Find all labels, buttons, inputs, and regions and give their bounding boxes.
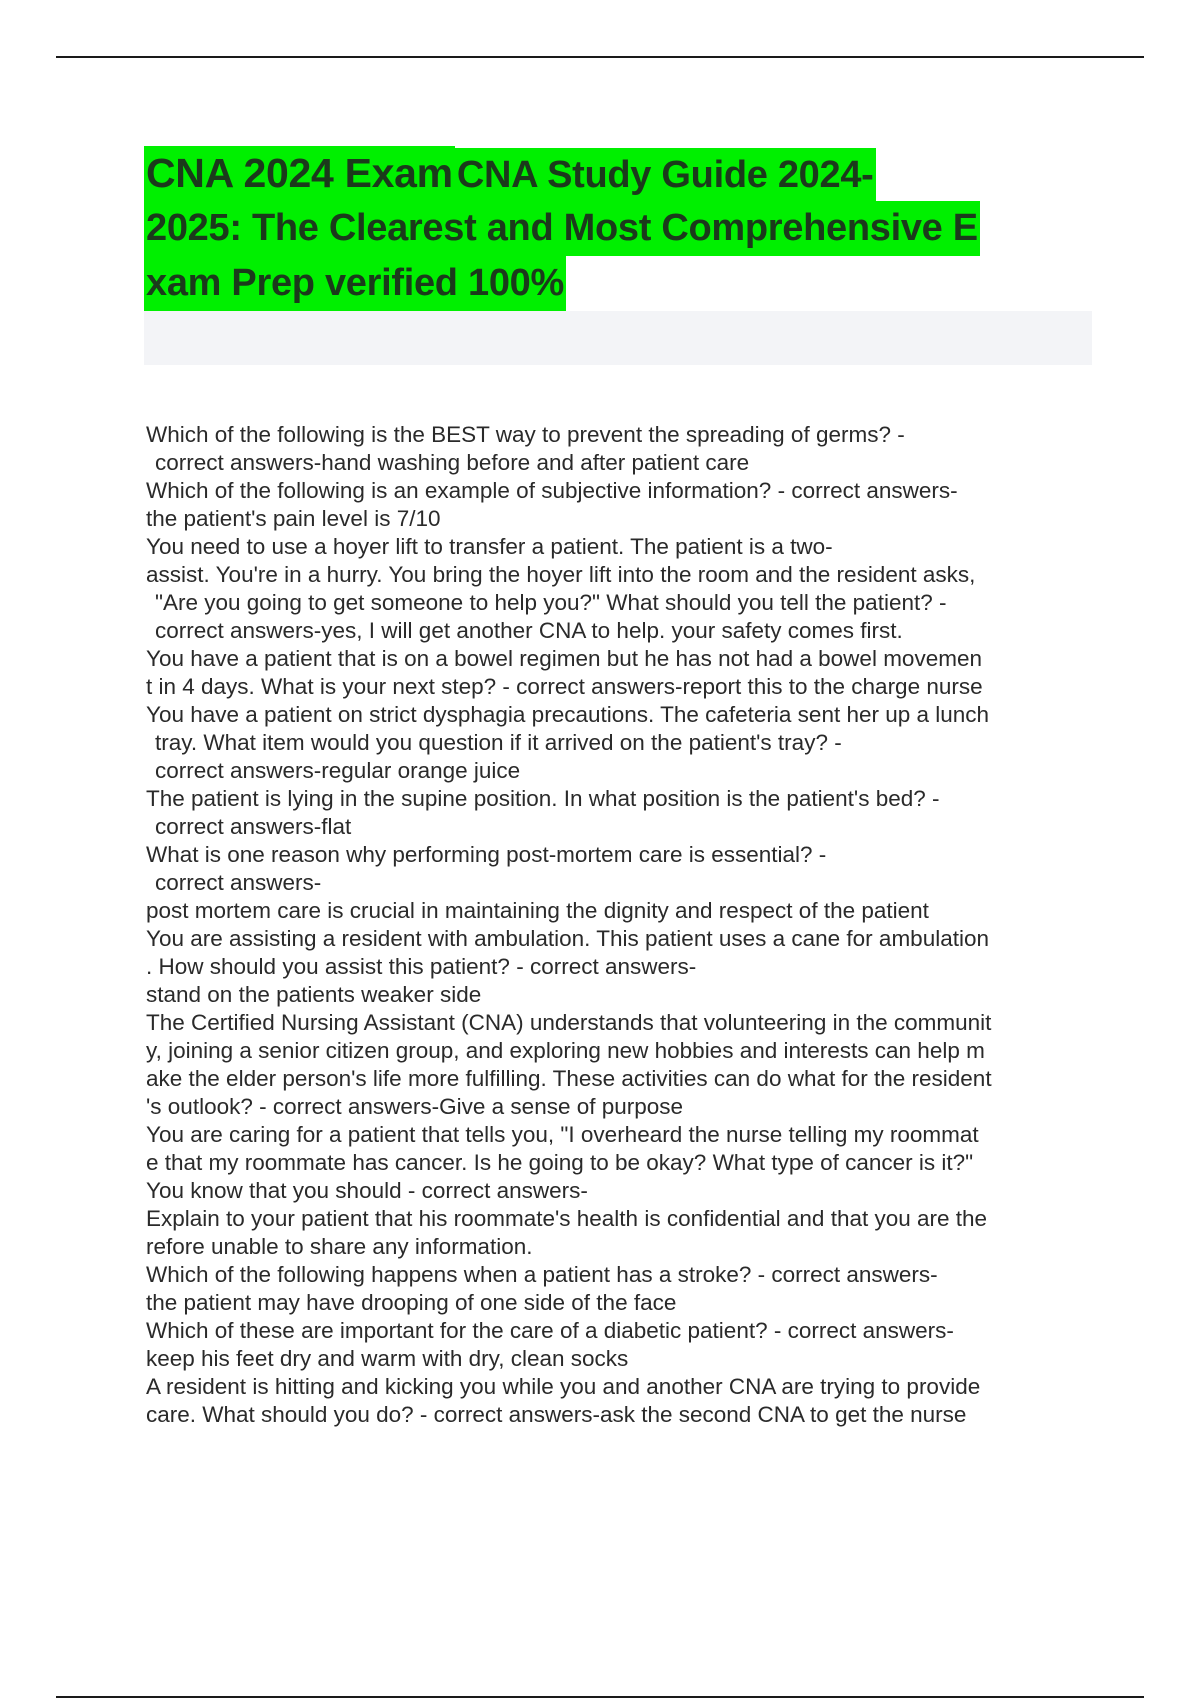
- text-line: t in 4 days. What is your next step? - correct answers-report this to the charge nurse: [146, 674, 983, 699]
- text-line: post mortem care is crucial in maintaining the dignity and respect of the patient: [146, 898, 929, 923]
- text-line: You need to use a hoyer lift to transfer a patient. The patient is a two-: [146, 534, 833, 559]
- text-line: You have a patient on strict dysphagia precautions. The cafeteria sent her up a lunch: [146, 702, 990, 727]
- text-line: You know that you should - correct answers-: [146, 1178, 588, 1203]
- text-line: the patient may have drooping of one side of the face: [146, 1290, 677, 1315]
- text-line: correct answers-yes, I will get another CNA to help. your safety comes first.: [155, 618, 903, 643]
- title-segment: CNA Study Guide 2024-: [455, 148, 876, 203]
- text-line: the patient's pain level is 7/10: [146, 506, 441, 531]
- bottom-rule: [56, 1696, 1144, 1698]
- text-line: tray. What item would you question if it arrived on the patient's tray? -: [155, 730, 842, 755]
- title-line-1: [144, 146, 1094, 201]
- title-segment: CNA 2024 Exam: [144, 146, 455, 201]
- text-line: correct answers-flat: [155, 814, 352, 839]
- text-line: Which of the following is an example of subjective information? - correct answers-: [146, 478, 958, 503]
- text-line: e that my roommate has cancer. Is he going to be okay? What type of cancer is it?": [146, 1150, 974, 1175]
- text-line: keep his feet dry and warm with dry, clean socks: [146, 1346, 629, 1371]
- text-line: A resident is hitting and kicking you while you and another CNA are trying to provide: [146, 1374, 981, 1399]
- text-line: stand on the patients weaker side: [146, 982, 482, 1007]
- title-segment: 2025: The Clearest and Most Comprehensive E: [144, 201, 980, 256]
- text-line: correct answers-: [155, 870, 322, 895]
- qa-list: [146, 421, 1091, 1429]
- text-line: You are caring for a patient that tells you, "I overheard the nurse telling my roommat: [146, 1122, 979, 1147]
- text-line: y, joining a senior citizen group, and exploring new hobbies and interests can help m: [146, 1038, 985, 1063]
- text-line: . How should you assist this patient? - correct answers-: [146, 954, 697, 979]
- text-line: refore unable to share any information.: [146, 1234, 533, 1259]
- title-segment: xam Prep verified 100%: [144, 256, 566, 311]
- text-line: 's outlook? - correct answers-Give a sense of purpose: [146, 1094, 684, 1119]
- text-line: You have a patient that is on a bowel regimen but he has not had a bowel movemen: [146, 646, 982, 671]
- text-line: correct answers-regular orange juice: [155, 758, 521, 783]
- text-line: The patient is lying in the supine position. In what position is the patient's bed? -: [146, 786, 940, 811]
- text-line: Which of these are important for the care of a diabetic patient? - correct answers-: [146, 1318, 954, 1343]
- text-line: What is one reason why performing post-mortem care is essential? -: [146, 842, 827, 867]
- text-line: ake the elder person's life more fulfilling. These activities can do what for the resident: [146, 1066, 992, 1091]
- text-line: You are assisting a resident with ambulation. This patient uses a cane for ambulation: [146, 926, 990, 951]
- document-title: [144, 146, 1094, 311]
- text-line: care. What should you do? - correct answers-ask the second CNA to get the nurse: [146, 1402, 967, 1427]
- text-line: "Are you going to get someone to help you?" What should you tell the patient? -: [155, 590, 947, 615]
- title-line-3: [144, 256, 1094, 311]
- text-line: correct answers-hand washing before and after patient care: [155, 450, 750, 475]
- text-line: The Certified Nursing Assistant (CNA) understands that volunteering in the communit: [146, 1010, 992, 1035]
- title-line-2: [144, 201, 1094, 256]
- top-rule: [56, 56, 1144, 58]
- text-line: Which of the following is the BEST way to prevent the spreading of germs? -: [146, 422, 905, 447]
- text-line: assist. You're in a hurry. You bring the hoyer lift into the room and the resident asks,: [146, 562, 976, 587]
- title-shade-box: [144, 311, 1092, 365]
- text-line: Explain to your patient that his roommate's health is confidential and that you are the: [146, 1206, 988, 1231]
- text-line: Which of the following happens when a patient has a stroke? - correct answers-: [146, 1262, 938, 1287]
